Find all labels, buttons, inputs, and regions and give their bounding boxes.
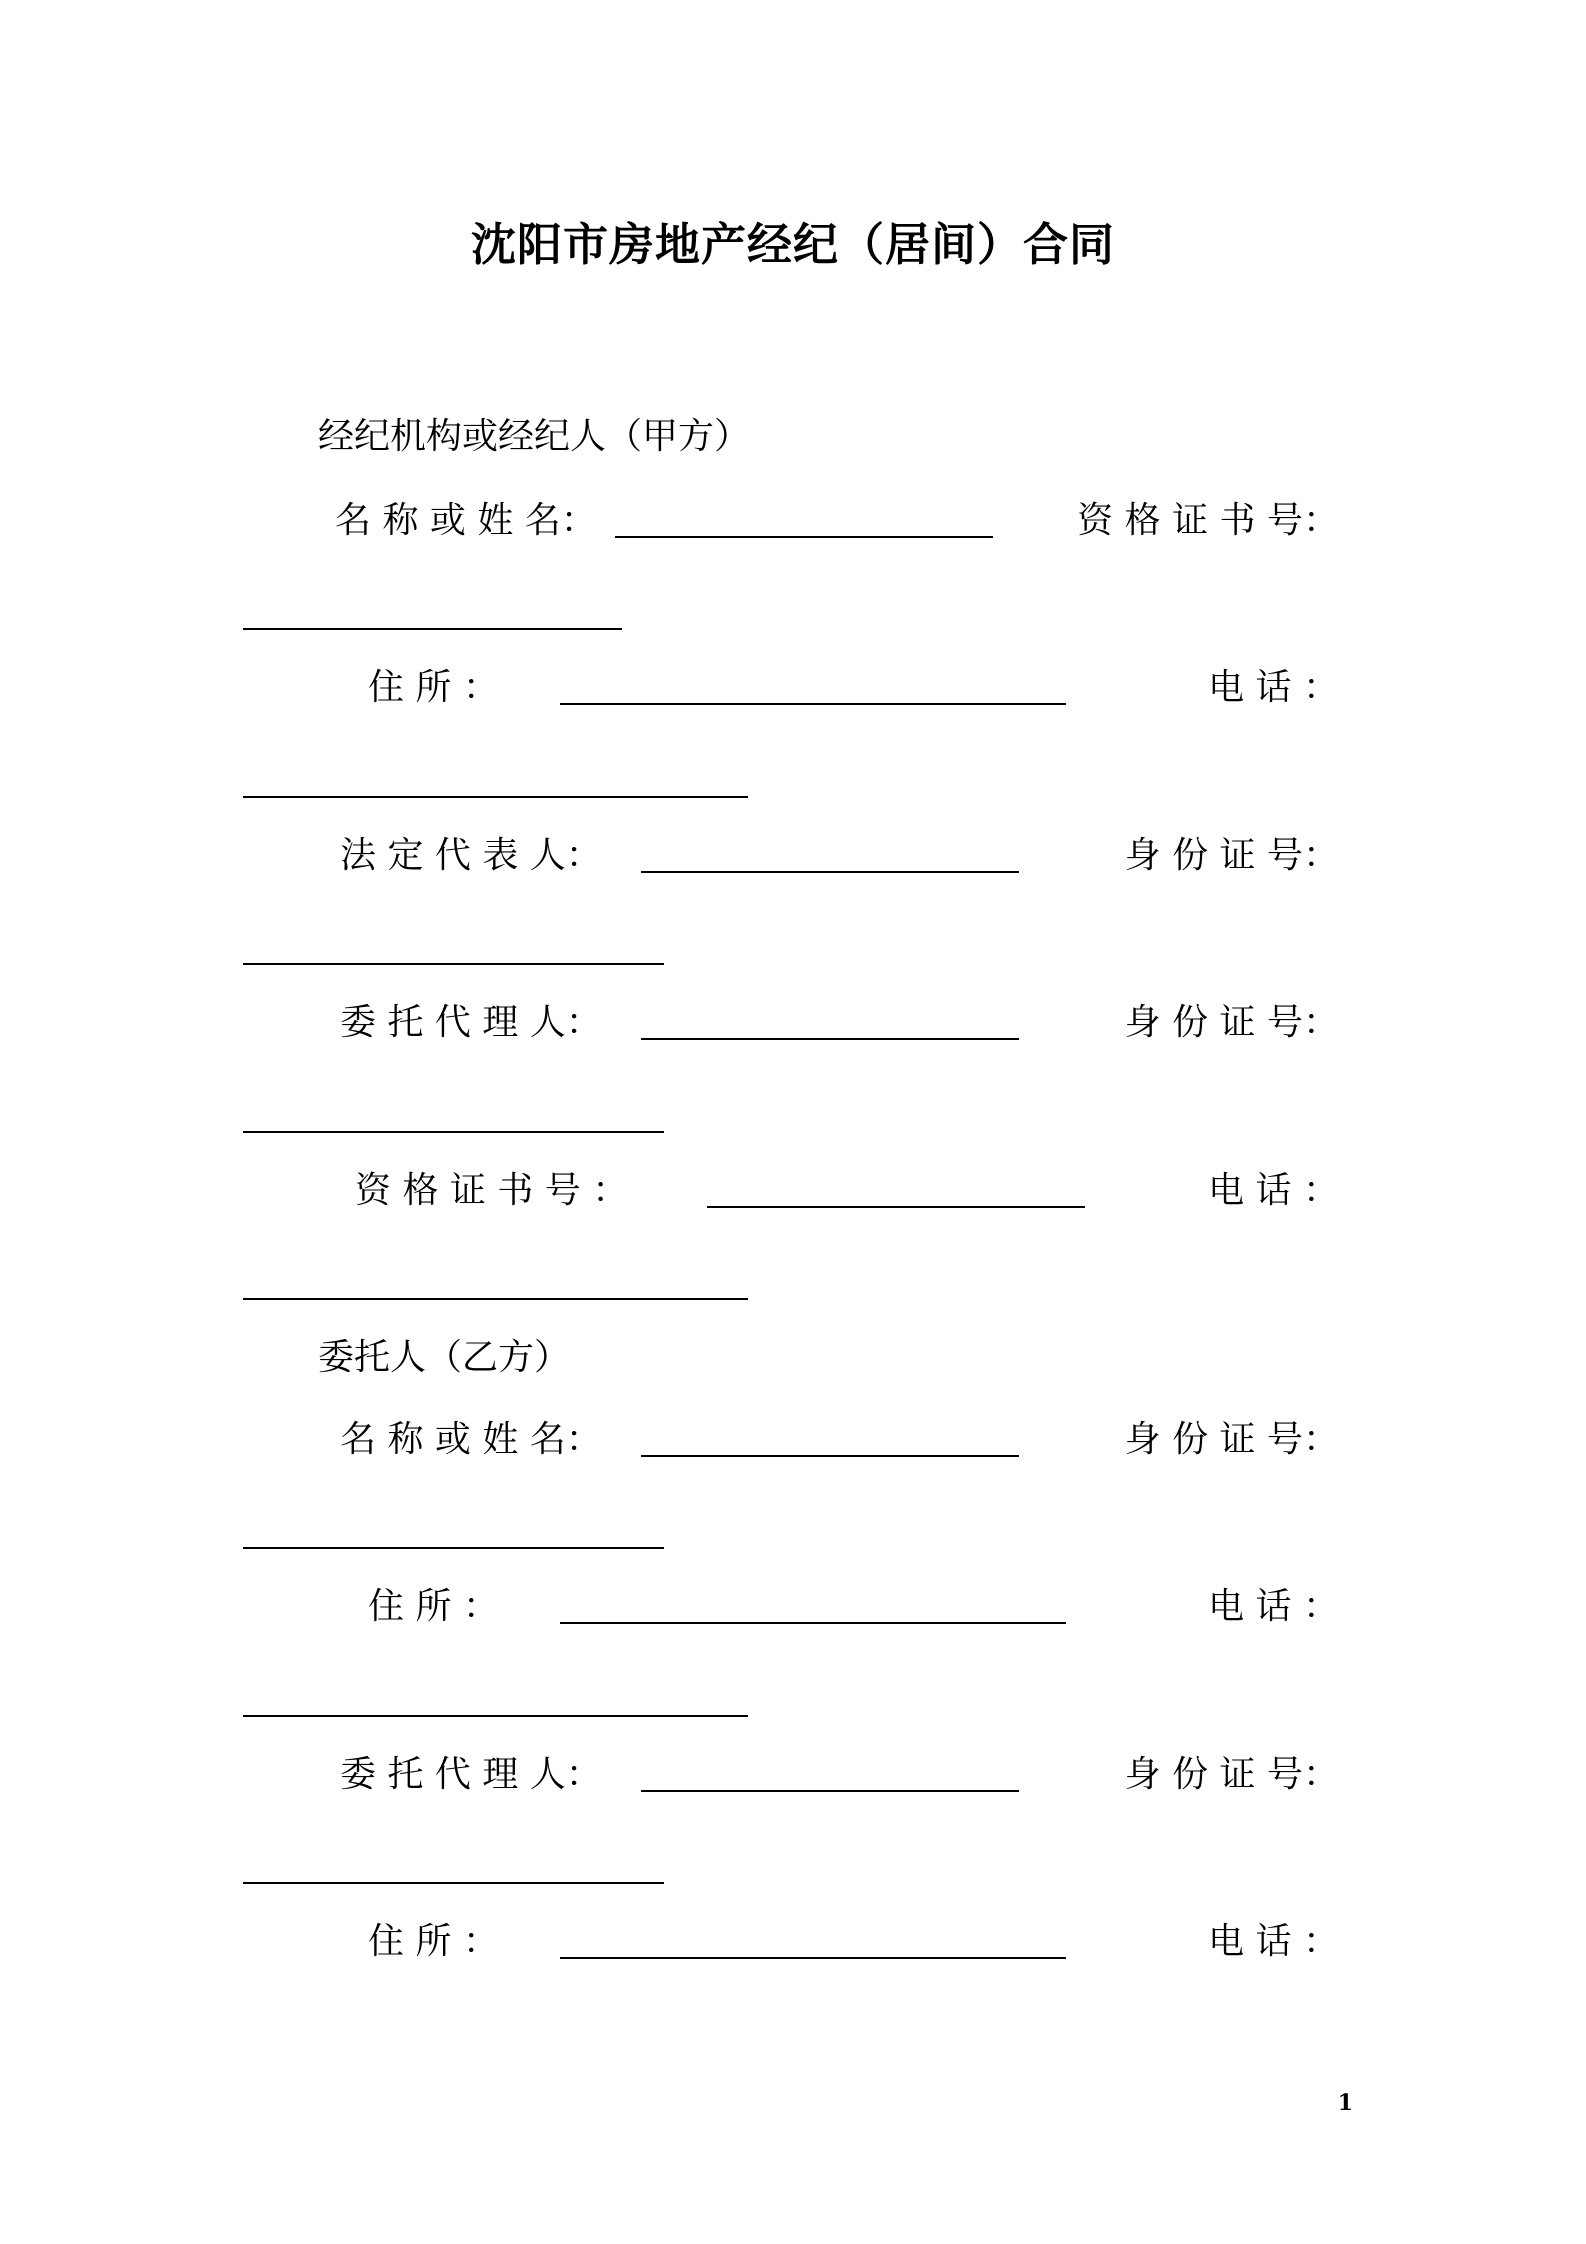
party-b-id-label-1: 身 份 证 号：	[1124, 1419, 1339, 1460]
party-b-address-label: 住 所 ：	[368, 1586, 499, 1627]
party-a-address-label: 住 所 ：	[368, 667, 499, 708]
party-b-address2-field[interactable]	[560, 1957, 1066, 1959]
party-b-agent-field[interactable]	[641, 1790, 1019, 1792]
party-a-cert-field[interactable]	[243, 628, 622, 630]
party-a-name-field[interactable]	[615, 536, 993, 538]
party-a-agent-label: 委 托 代 理 人：	[340, 1002, 602, 1043]
party-b-id-label-2: 身 份 证 号：	[1124, 1754, 1339, 1795]
party-a-legal-rep-label: 法 定 代 表 人：	[340, 835, 602, 876]
party-a-phone2-label: 电 话 ：	[1208, 1170, 1339, 1211]
party-a-phone2-field[interactable]	[243, 1298, 748, 1300]
party-b-address-field[interactable]	[560, 1622, 1066, 1624]
party-b-id-field-2[interactable]	[243, 1882, 664, 1884]
party-b-heading: 委托人（乙方）	[318, 1337, 571, 1378]
party-b-name-field[interactable]	[641, 1455, 1019, 1457]
party-a-id-label-2: 身 份 证 号：	[1124, 1002, 1339, 1043]
party-a-cert-label: 资 格 证 书 号：	[1077, 500, 1339, 541]
party-b-address2-label: 住 所 ：	[368, 1921, 499, 1962]
party-a-id-label-1: 身 份 证 号：	[1124, 835, 1339, 876]
party-a-agent-field[interactable]	[641, 1038, 1019, 1040]
party-a-phone-label: 电 话 ：	[1208, 667, 1339, 708]
party-a-cert2-field[interactable]	[707, 1206, 1085, 1208]
party-a-legal-rep-field[interactable]	[641, 871, 1019, 873]
party-a-address-field[interactable]	[560, 703, 1066, 705]
party-a-cert2-label: 资 格 证 书 号 ：	[355, 1170, 629, 1211]
party-b-id-field-1[interactable]	[243, 1547, 664, 1549]
party-a-name-label: 名 称 或 姓 名：	[335, 500, 597, 541]
party-b-name-label: 名 称 或 姓 名：	[340, 1419, 602, 1460]
party-b-phone-field[interactable]	[243, 1715, 748, 1717]
party-b-phone2-label: 电 话 ：	[1208, 1921, 1339, 1962]
party-a-id-field-2[interactable]	[243, 1131, 664, 1133]
page-number: 1	[1337, 2090, 1353, 2116]
party-a-id-field-1[interactable]	[243, 963, 664, 965]
party-a-phone-field[interactable]	[243, 796, 748, 798]
party-b-phone-label: 电 话 ：	[1208, 1586, 1339, 1627]
party-a-heading: 经纪机构或经纪人（甲方）	[318, 416, 751, 457]
page-title: 沈阳市房地产经纪（居间）合同	[470, 218, 1115, 271]
party-b-agent-label: 委 托 代 理 人：	[340, 1754, 602, 1795]
